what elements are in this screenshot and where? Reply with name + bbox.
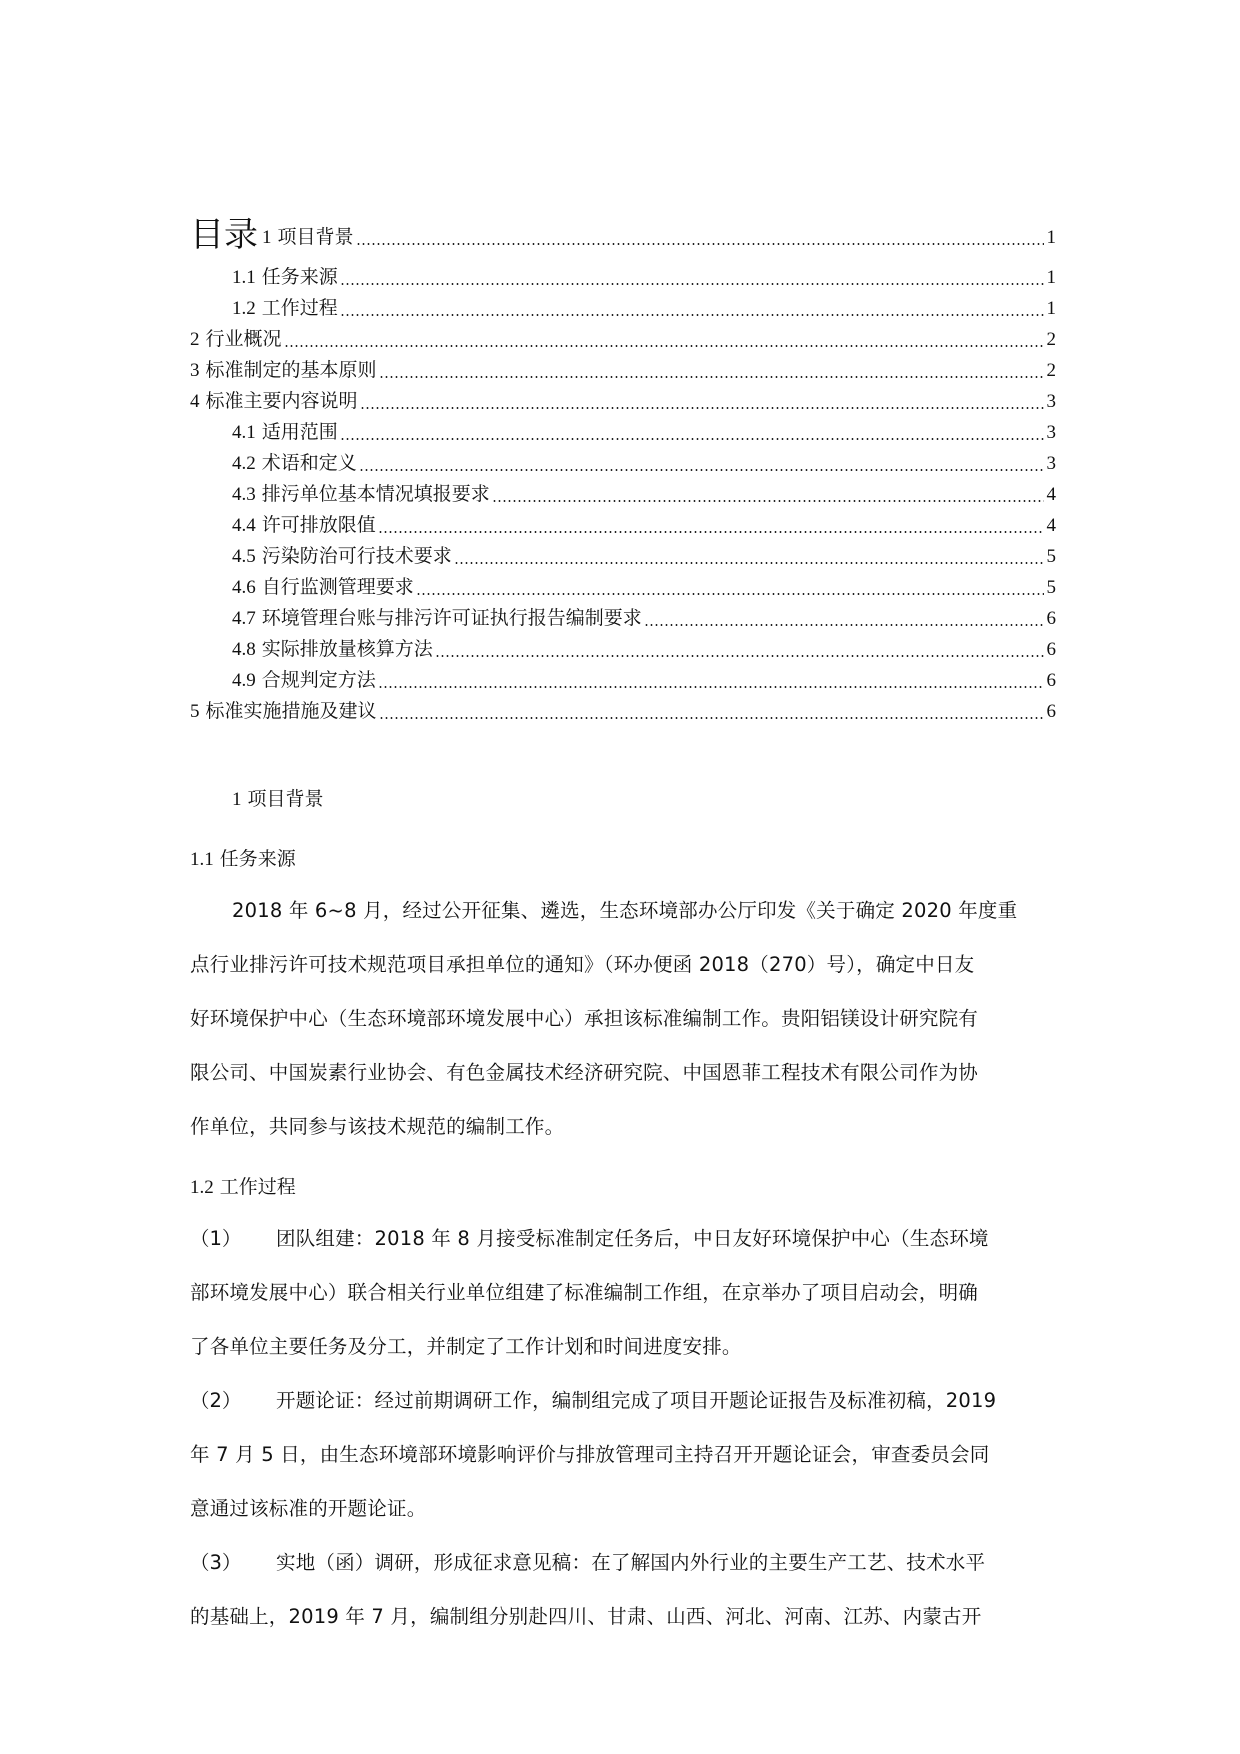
toc-entry-text: 项目背景	[277, 226, 354, 248]
toc-entry-number: 4.1	[232, 422, 256, 443]
toc-dot-leader	[379, 717, 1044, 719]
toc-entry[interactable]	[232, 417, 1056, 448]
toc-entry[interactable]	[232, 262, 1056, 293]
toc-entry-page: 1	[1046, 298, 1056, 319]
paragraph-line: 部环境发展中心）联合相关行业单位组建了标准编制工作组，在京举办了项目启动会，明确	[190, 1281, 979, 1304]
toc-entry-page: 3	[1046, 453, 1056, 474]
toc-entry-text: 环境管理台账与排污许可证执行报告编制要求	[261, 607, 642, 629]
section-heading-1-2	[190, 1172, 296, 1203]
toc-entry-text: 自行监测管理要求	[261, 576, 414, 598]
section-number: 1	[232, 789, 242, 810]
toc-entry-text: 合规判定方法	[261, 669, 376, 691]
toc-entry-number: 1	[262, 227, 272, 248]
toc-dot-leader	[356, 243, 1044, 245]
paragraph-line: 2018 年 6~8 月，经过公开征集、遴选，生态环境部办公厅印发《关于确定 2020 年度重	[232, 899, 1018, 922]
toc-entry-text: 实际排放量核算方法	[261, 638, 433, 660]
toc-dot-leader	[340, 438, 1044, 440]
paragraph-line: 限公司、中国炭素行业协会、有色金属技术经济研究院、中国恩菲工程技术有限公司作为协	[190, 1061, 979, 1084]
toc-entry-text: 排污单位基本情况填报要求	[261, 483, 490, 505]
toc-entry[interactable]	[232, 479, 1056, 510]
toc-entry-number: 4.4	[232, 515, 256, 536]
toc-dot-leader	[360, 407, 1044, 409]
section-heading-1-1	[190, 844, 296, 875]
section-heading-1	[232, 784, 324, 815]
list-marker: （3）	[190, 1551, 242, 1574]
toc-entry-page: 3	[1046, 422, 1056, 443]
toc-dot-leader	[284, 345, 1044, 347]
toc-entry-number: 4.3	[232, 484, 256, 505]
toc-dot-leader	[454, 562, 1044, 564]
toc-entry-number: 4	[190, 391, 200, 412]
toc-entry[interactable]	[232, 448, 1056, 479]
paragraph-line: 年 7 月 5 日，由生态环境部环境影响评价与排放管理司主持召开开题论证会，审查委员会同	[190, 1443, 990, 1466]
toc-entry-number: 4.8	[232, 639, 256, 660]
toc-entry[interactable]	[190, 324, 1056, 355]
paragraph-line: 实地（函）调研，形成征求意见稿：在了解国内外行业的主要生产工艺、技术水平	[276, 1551, 986, 1574]
toc-dot-leader	[340, 283, 1044, 285]
toc-entry-number: 5	[190, 701, 200, 722]
toc-dot-leader	[340, 314, 1044, 316]
toc-entry[interactable]	[190, 386, 1056, 417]
toc-dot-leader	[435, 655, 1044, 657]
toc-entry-text: 任务来源	[261, 266, 338, 288]
toc-entry[interactable]	[190, 355, 1056, 386]
toc-entry-page: 6	[1046, 639, 1056, 660]
toc-entry-page: 5	[1046, 577, 1056, 598]
toc-entry-page: 6	[1046, 701, 1056, 722]
toc-entry-page: 6	[1046, 670, 1056, 691]
toc-entry[interactable]	[232, 293, 1056, 324]
paragraph-line: 团队组建：2018 年 8 月接受标准制定任务后，中日友好环境保护中心（生态环境	[276, 1227, 989, 1250]
paragraph-line: 点行业排污许可技术规范项目承担单位的通知》（环办便函 2018（270）号），确定中日友	[190, 953, 975, 976]
toc-entry-text: 标准主要内容说明	[205, 390, 358, 412]
section-title: 任务来源	[219, 848, 296, 870]
toc-entry-text: 标准制定的基本原则	[205, 359, 377, 381]
toc-title: 目录	[190, 215, 258, 255]
toc-entry-text: 行业概况	[205, 328, 282, 350]
toc-entry-page: 1	[1046, 227, 1056, 248]
toc-entry-text: 适用范围	[261, 421, 338, 443]
section-title: 工作过程	[219, 1176, 296, 1198]
toc-dot-leader	[359, 469, 1044, 471]
toc-entry[interactable]	[262, 222, 1056, 253]
toc-dot-leader	[644, 624, 1044, 626]
toc-entry[interactable]	[232, 510, 1056, 541]
paragraph-line: 的基础上，2019 年 7 月，编制组分别赴四川、甘肃、山西、河北、河南、江苏、内蒙古开	[190, 1605, 982, 1628]
toc-entry[interactable]	[232, 603, 1056, 634]
toc-dot-leader	[378, 531, 1044, 533]
toc-entry-page: 6	[1046, 608, 1056, 629]
toc-entry-page: 5	[1046, 546, 1056, 567]
toc-entry-page: 4	[1046, 515, 1056, 536]
toc-dot-leader	[378, 686, 1044, 688]
toc-entry-text: 工作过程	[261, 297, 338, 319]
toc-entry-text: 标准实施措施及建议	[205, 700, 377, 722]
toc-entry-text: 许可排放限值	[261, 514, 376, 536]
toc-entry[interactable]	[232, 665, 1056, 696]
toc-entry-number: 4.6	[232, 577, 256, 598]
section-number: 1.1	[190, 849, 214, 870]
section-title: 项目背景	[247, 788, 324, 810]
toc-entry[interactable]	[232, 634, 1056, 665]
toc-entry[interactable]	[190, 696, 1056, 727]
toc-entry-text: 污染防治可行技术要求	[261, 545, 452, 567]
toc-entry-number: 1.2	[232, 298, 256, 319]
toc-entry-number: 1.1	[232, 267, 256, 288]
section-number: 1.2	[190, 1177, 214, 1198]
toc-entry-page: 3	[1046, 391, 1056, 412]
toc-entry-number: 2	[190, 329, 200, 350]
toc-entry[interactable]	[232, 572, 1056, 603]
toc-entry-number: 4.7	[232, 608, 256, 629]
toc-dot-leader	[416, 593, 1044, 595]
toc-entry-page: 4	[1046, 484, 1056, 505]
toc-entry-number: 4.9	[232, 670, 256, 691]
toc-entry-page: 2	[1046, 360, 1056, 381]
paragraph-line: 意通过该标准的开题论证。	[190, 1497, 427, 1520]
paragraph-line: 作单位，共同参与该技术规范的编制工作。	[190, 1115, 565, 1138]
toc-entry-number: 4.2	[232, 453, 256, 474]
toc-dot-leader	[492, 500, 1044, 502]
toc-entry-text: 术语和定义	[261, 452, 357, 474]
paragraph-line: 好环境保护中心（生态环境部环境发展中心）承担该标准编制工作。贵阳铝镁设计研究院有	[190, 1007, 979, 1030]
toc-dot-leader	[379, 376, 1044, 378]
paragraph-line: 了各单位主要任务及分工，并制定了工作计划和时间进度安排。	[190, 1335, 742, 1358]
toc-entry-page: 1	[1046, 267, 1056, 288]
list-marker: （2）	[190, 1389, 242, 1412]
toc-entry-number: 4.5	[232, 546, 256, 567]
paragraph-line: 开题论证：经过前期调研工作，编制组完成了项目开题论证报告及标准初稿，2019	[276, 1389, 997, 1412]
list-marker: （1）	[190, 1227, 242, 1250]
toc-entry-number: 3	[190, 360, 200, 381]
toc-entry[interactable]	[232, 541, 1056, 572]
toc-entry-page: 2	[1046, 329, 1056, 350]
